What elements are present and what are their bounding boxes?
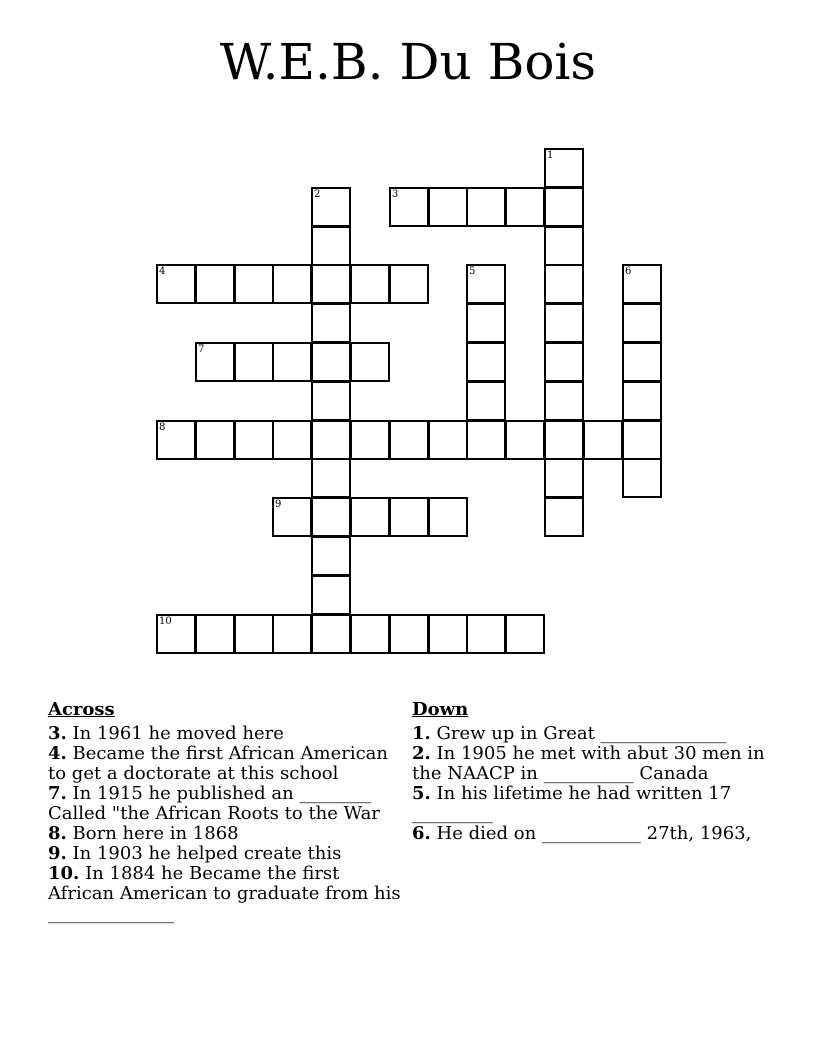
grid-cell[interactable] (350, 497, 390, 537)
grid-cell[interactable] (428, 420, 468, 460)
grid-cell[interactable] (466, 381, 506, 421)
clue-text: Grew up in Great ______________ (436, 723, 727, 744)
grid-cell[interactable] (272, 497, 312, 537)
grid-cell[interactable] (389, 497, 429, 537)
grid-cell[interactable] (195, 420, 235, 460)
grid-cell[interactable] (234, 420, 274, 460)
cell-number: 9 (275, 499, 282, 510)
clue-down-2 (412, 744, 772, 784)
grid-cell[interactable] (389, 614, 429, 654)
cell-number: 1 (547, 150, 554, 161)
grid-cell[interactable] (622, 342, 662, 382)
across-heading: Across (48, 699, 115, 720)
clue-number: 7. (48, 783, 67, 804)
clue-text: In 1884 he Became the first African American to graduate from his ______________ (48, 863, 401, 924)
grid-cell[interactable] (272, 614, 312, 654)
grid-cell[interactable] (272, 420, 312, 460)
clue-number: 2. (412, 743, 431, 764)
grid-cell[interactable] (311, 303, 351, 343)
clue-down-5 (412, 784, 772, 824)
grid-cell[interactable] (505, 187, 545, 227)
clue-text: Born here in 1868 (72, 823, 239, 844)
cell-number: 7 (198, 344, 205, 355)
clue-text: In his lifetime he had written 17 _________ (412, 783, 732, 824)
grid-cell[interactable] (389, 420, 429, 460)
clue-across-4 (48, 744, 403, 784)
clue-across-8 (48, 824, 403, 844)
grid-cell[interactable] (195, 614, 235, 654)
clue-text: In 1903 he helped create this (72, 843, 342, 864)
grid-cell[interactable] (583, 420, 623, 460)
grid-cell[interactable] (311, 226, 351, 266)
grid-cell[interactable] (544, 420, 584, 460)
grid-cell[interactable] (389, 264, 429, 304)
grid-cell[interactable] (311, 536, 351, 576)
cell-number: 10 (159, 616, 172, 627)
clue-across-3 (48, 724, 403, 744)
grid-cell[interactable] (544, 148, 584, 188)
grid-cell[interactable] (234, 264, 274, 304)
grid-cell[interactable] (311, 614, 351, 654)
grid-cell[interactable] (311, 458, 351, 498)
clue-across-7 (48, 784, 403, 824)
clue-text: Became the first African American to get a doctorate at this school (48, 743, 388, 784)
grid-cell[interactable] (466, 303, 506, 343)
grid-cell[interactable] (350, 420, 390, 460)
clue-across-10 (48, 864, 403, 924)
down-heading: Down (412, 699, 469, 720)
grid-cell[interactable] (311, 187, 351, 227)
grid-cell[interactable] (195, 342, 235, 382)
clue-number: 1. (412, 723, 431, 744)
grid-cell[interactable] (544, 381, 584, 421)
grid-cell[interactable] (272, 342, 312, 382)
grid-cell[interactable] (311, 381, 351, 421)
grid-cell[interactable] (311, 264, 351, 304)
grid-cell[interactable] (156, 614, 196, 654)
grid-cell[interactable] (311, 420, 351, 460)
page-title: W.E.B. Du Bois (219, 33, 597, 91)
grid-cell[interactable] (272, 264, 312, 304)
grid-cell[interactable] (350, 342, 390, 382)
clue-text: In 1915 he published an ________ Called "the African Roots to the War (48, 783, 380, 824)
clue-number: 6. (412, 823, 431, 844)
cell-number: 2 (314, 189, 321, 200)
grid-cell[interactable] (622, 264, 662, 304)
grid-cell[interactable] (622, 420, 662, 460)
grid-cell[interactable] (544, 458, 584, 498)
grid-cell[interactable] (156, 264, 196, 304)
down-clues (412, 700, 772, 844)
clue-number: 10. (48, 863, 80, 884)
across-clues (48, 700, 403, 924)
grid-cell[interactable] (544, 303, 584, 343)
grid-cell[interactable] (622, 458, 662, 498)
clue-text: He died on ___________ 27th, 1963, (436, 823, 752, 844)
cell-number: 8 (159, 422, 166, 433)
grid-cell[interactable] (466, 614, 506, 654)
grid-cell[interactable] (466, 420, 506, 460)
grid-cell[interactable] (622, 303, 662, 343)
cell-number: 4 (159, 266, 166, 277)
grid-cell[interactable] (234, 342, 274, 382)
grid-cell[interactable] (622, 381, 662, 421)
clue-number: 9. (48, 843, 67, 864)
grid-cell[interactable] (195, 264, 235, 304)
clue-number: 4. (48, 743, 67, 764)
grid-cell[interactable] (350, 614, 390, 654)
cell-number: 3 (392, 189, 399, 200)
grid-cell[interactable] (311, 497, 351, 537)
clue-down-6 (412, 824, 772, 844)
cell-number: 6 (625, 266, 632, 277)
grid-cell[interactable] (544, 264, 584, 304)
clue-text: In 1905 he met with abut 30 men in the NAACP in __________ Canada (412, 743, 765, 784)
grid-cell[interactable] (544, 497, 584, 537)
grid-cell[interactable] (466, 187, 506, 227)
grid-cell[interactable] (505, 420, 545, 460)
clue-number: 8. (48, 823, 67, 844)
grid-cell[interactable] (311, 342, 351, 382)
grid-cell[interactable] (466, 342, 506, 382)
clue-down-1 (412, 724, 772, 744)
grid-cell[interactable] (466, 264, 506, 304)
grid-cell[interactable] (544, 342, 584, 382)
grid-cell[interactable] (544, 187, 584, 227)
cell-number: 5 (469, 266, 476, 277)
clue-number: 3. (48, 723, 67, 744)
grid-cell[interactable] (311, 575, 351, 615)
grid-cell[interactable] (234, 614, 274, 654)
grid-cell[interactable] (505, 614, 545, 654)
grid-cell[interactable] (544, 226, 584, 266)
clue-across-9 (48, 844, 403, 864)
clue-number: 5. (412, 783, 431, 804)
grid-cell[interactable] (428, 187, 468, 227)
clue-text: In 1961 he moved here (72, 723, 284, 744)
grid-cell[interactable] (428, 497, 468, 537)
grid-cell[interactable] (389, 187, 429, 227)
grid-cell[interactable] (350, 264, 390, 304)
grid-cell[interactable] (428, 614, 468, 654)
grid-cell[interactable] (156, 420, 196, 460)
